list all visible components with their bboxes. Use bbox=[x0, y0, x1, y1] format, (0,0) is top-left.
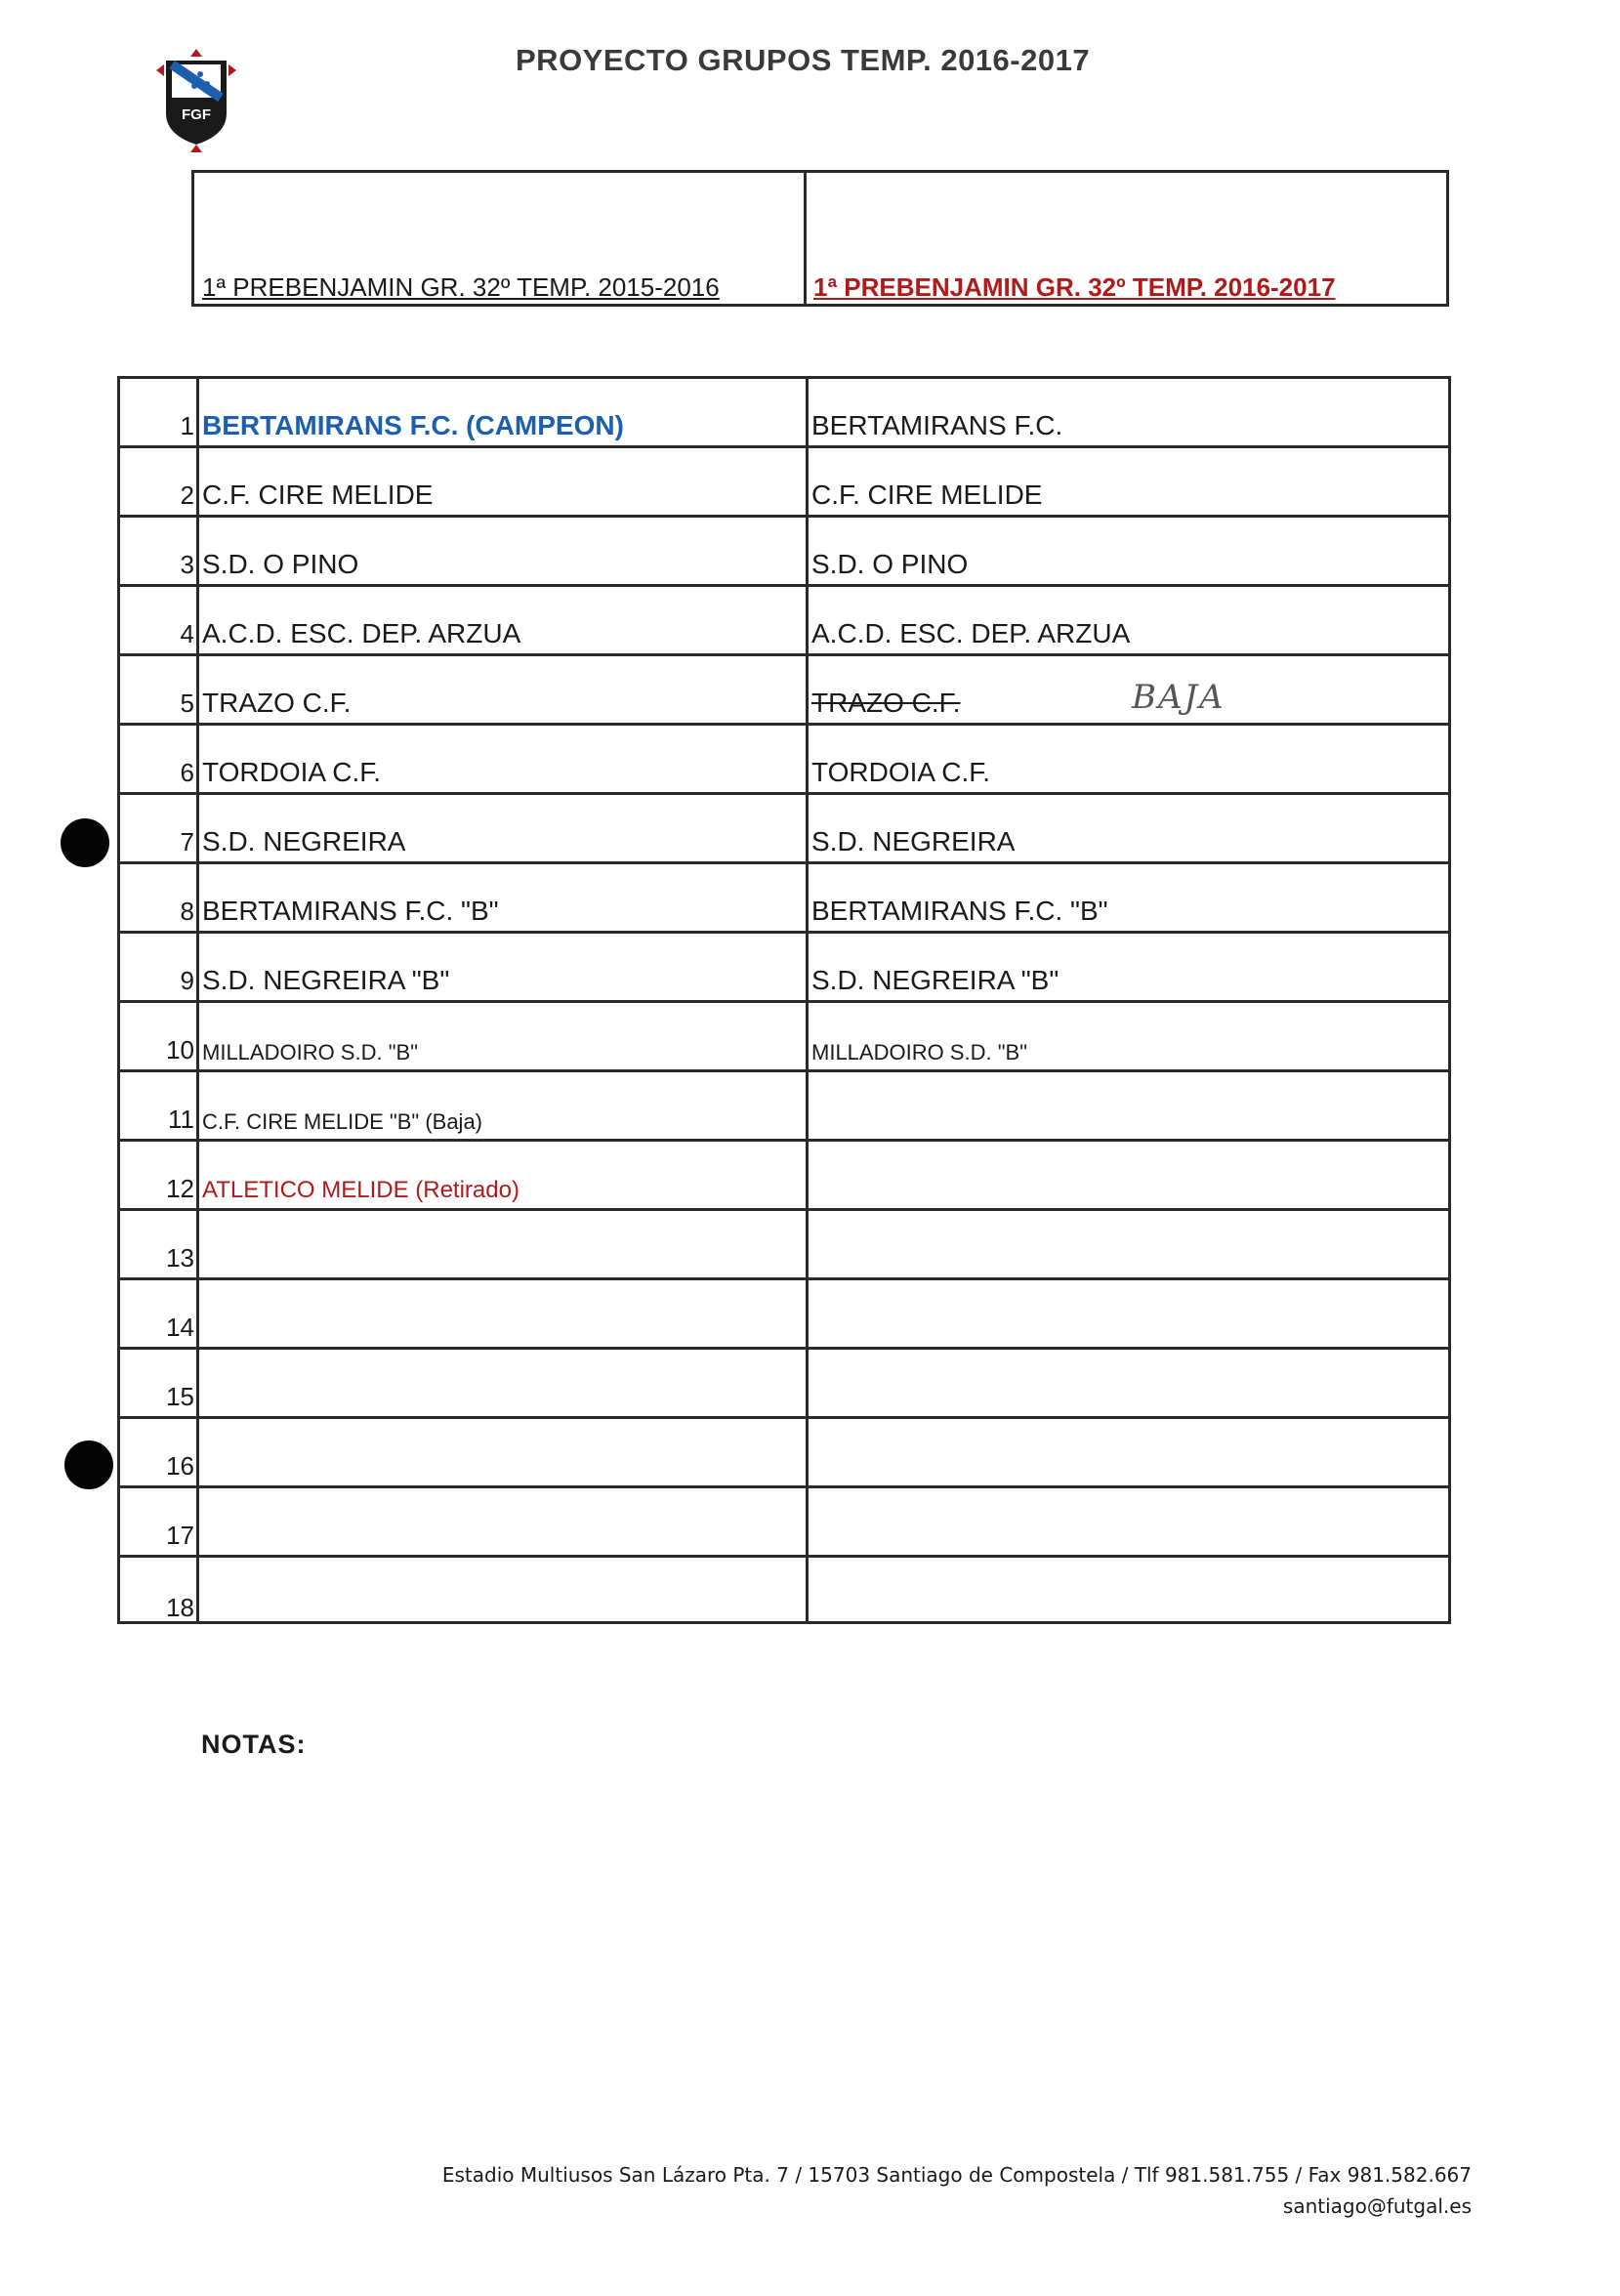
footer-email: santiago@futgal.es bbox=[1282, 2194, 1472, 2218]
team-current: MILLADOIRO S.D. "B" bbox=[811, 1040, 1027, 1065]
team-current: S.D. NEGREIRA bbox=[811, 826, 1016, 856]
team-current: BERTAMIRANS F.C. bbox=[811, 410, 1063, 440]
table-row bbox=[120, 1558, 1448, 1627]
row-number: 9 bbox=[180, 966, 194, 995]
row-number: 17 bbox=[166, 1521, 194, 1550]
table-row bbox=[120, 1419, 1448, 1488]
table-row bbox=[120, 448, 1448, 518]
logo-text: FGF bbox=[182, 106, 211, 123]
table-row bbox=[120, 656, 1448, 726]
team-current: A.C.D. ESC. DEP. ARZUA bbox=[811, 618, 1131, 648]
team-previous: S.D. NEGREIRA "B" bbox=[202, 965, 450, 995]
team-current: S.D. O PINO bbox=[811, 549, 969, 579]
team-previous: ATLETICO MELIDE (Retirado) bbox=[202, 1177, 519, 1203]
team-previous: TRAZO C.F. bbox=[202, 688, 352, 718]
row-number: 7 bbox=[180, 827, 194, 856]
table-row bbox=[120, 1280, 1448, 1350]
row-number: 10 bbox=[166, 1035, 194, 1065]
row-number: 1 bbox=[180, 411, 194, 440]
row-number: 16 bbox=[166, 1451, 194, 1481]
previous-season-title: 1ª PREBENJAMIN GR. 32º TEMP. 2015-2016 bbox=[202, 272, 720, 302]
team-previous: C.F. CIRE MELIDE bbox=[202, 480, 434, 510]
row-number: 13 bbox=[166, 1243, 194, 1273]
row-number: 11 bbox=[168, 1105, 194, 1134]
table-row bbox=[120, 1142, 1448, 1211]
table-row bbox=[120, 726, 1448, 795]
fgf-logo bbox=[156, 49, 236, 152]
row-number: 2 bbox=[180, 480, 194, 510]
row-number: 8 bbox=[180, 897, 194, 926]
row-number: 5 bbox=[180, 689, 194, 718]
team-previous: MILLADOIRO S.D. "B" bbox=[202, 1040, 418, 1065]
season-divider bbox=[804, 173, 807, 304]
table-row bbox=[120, 587, 1448, 656]
teams-table bbox=[117, 376, 1451, 1624]
table-row bbox=[120, 1488, 1448, 1558]
row-number: 15 bbox=[166, 1382, 194, 1411]
team-current: BERTAMIRANS F.C. "B" bbox=[811, 896, 1108, 926]
team-current: TORDOIA C.F. bbox=[811, 757, 991, 787]
row-number: 14 bbox=[166, 1313, 194, 1342]
punch-hole bbox=[61, 818, 109, 867]
table-row bbox=[120, 934, 1448, 1003]
table-row bbox=[120, 1350, 1448, 1419]
team-current-struck: TRAZO C.F. bbox=[811, 688, 961, 718]
team-current: C.F. CIRE MELIDE bbox=[811, 480, 1043, 510]
table-row bbox=[120, 864, 1448, 934]
notes-label: NOTAS: bbox=[201, 1730, 307, 1759]
team-previous: BERTAMIRANS F.C. "B" bbox=[202, 896, 499, 926]
team-previous: S.D. NEGREIRA bbox=[202, 826, 406, 856]
row-number: 18 bbox=[166, 1593, 194, 1622]
row-number: 3 bbox=[180, 550, 194, 579]
table-row bbox=[120, 518, 1448, 587]
table-row bbox=[120, 1003, 1448, 1072]
team-previous: C.F. CIRE MELIDE "B" (Baja) bbox=[202, 1109, 483, 1134]
team-previous: BERTAMIRANS F.C. (CAMPEON) bbox=[202, 410, 624, 440]
row-number: 6 bbox=[180, 758, 194, 787]
table-row bbox=[120, 379, 1448, 448]
table-row bbox=[120, 795, 1448, 864]
team-previous: A.C.D. ESC. DEP. ARZUA bbox=[202, 618, 521, 648]
page-title: PROYECTO GRUPOS TEMP. 2016-2017 bbox=[516, 43, 1091, 77]
table-row bbox=[120, 1211, 1448, 1280]
team-current: S.D. NEGREIRA "B" bbox=[811, 965, 1059, 995]
team-previous: S.D. O PINO bbox=[202, 549, 359, 579]
handwritten-note: BAJA bbox=[1132, 678, 1225, 717]
row-number: 4 bbox=[180, 619, 194, 648]
table-row bbox=[120, 1072, 1448, 1142]
punch-hole bbox=[64, 1440, 113, 1489]
footer-address: Estadio Multiusos San Lázaro Pta. 7 / 15703 Santiago de Compostela / Tlf 981.581.755 / Fax 981.582.667 bbox=[441, 2163, 1472, 2187]
current-season-title: 1ª PREBENJAMIN GR. 32º TEMP. 2016-2017 bbox=[813, 272, 1336, 302]
season-header-box bbox=[191, 170, 1449, 307]
row-number: 12 bbox=[166, 1174, 194, 1203]
team-previous: TORDOIA C.F. bbox=[202, 757, 382, 787]
